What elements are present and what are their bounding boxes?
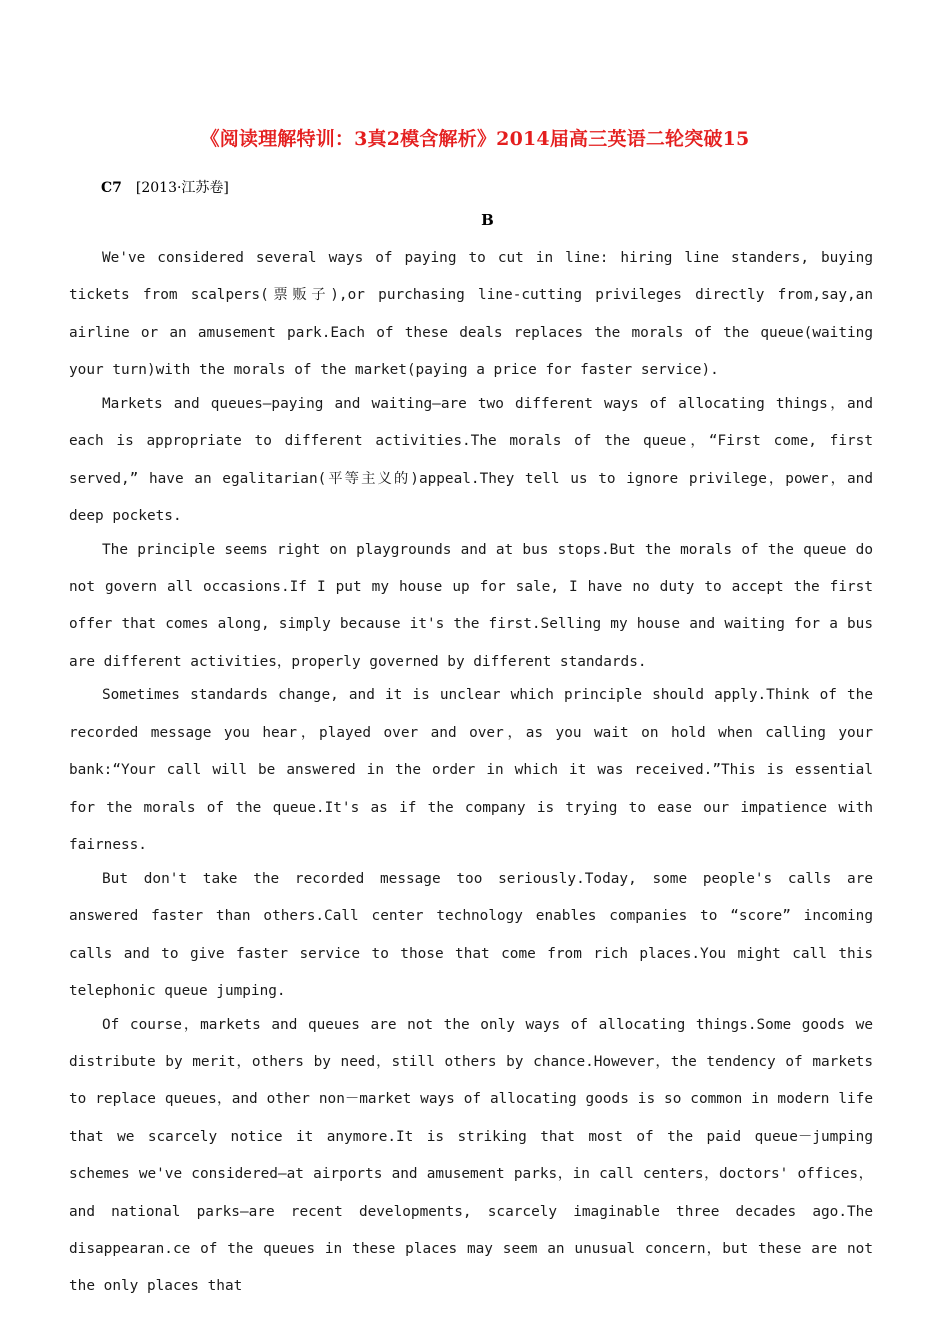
question-number: C7 <box>101 180 122 196</box>
paragraph: We've considered several ways of paying to cut in line: hiring line standers, buying tickets from scalpers(票贩子),or purchasing line-cutting privileges directly from,say,an airline or an amusement park.Each of these deals replaces the morals of the queue(waiting your turn)with the morals of the market(paying a price for faster service). <box>69 250 873 379</box>
exam-source: [2013·江苏卷] <box>135 180 229 196</box>
paragraph: But don't take the recorded message too seriously.Today, some people's calls are answered faster than others.Call center technology enables companies to “score” incoming calls and to give faster service to those that come from rich places.You might call this telephonic queue jumping. <box>69 870 873 999</box>
paragraph: Markets and queues—paying and waiting—are two different ways of allocating things，and each is appropriate to different activities.The morals of the queue，“First come, first served,” have an egalitarian(平等主义的)appeal.They tell us to ignore privilege，power，and deep pockets. <box>69 395 873 525</box>
document-title: 《阅读理解特训：3真2模含解析》2014届高三英语二轮突破15 <box>200 128 750 150</box>
paragraph: Of course，markets and queues are not the only ways of allocating things.Some goods we distribute by merit，others by need，still others by chance.However，the tendency of markets to replace queues，and other non－market ways of allocating goods is so common in modern life that we scarcely notice it anymore.It is striking that most of the paid queue－jumping schemes we've considered—at airports and amusement parks，in call centers，doctors' offices，and national parks—are recent developments, scarcely imaginable three decades ago.The disappearan.ce of the queues in these places may seem an unusual concern，but these are not the only places that <box>69 1016 873 1295</box>
paragraph: Sometimes standards change, and it is unclear which principle should apply.Think of the recorded message you hear，played over and over，as you wait on hold when calling your bank:“Your call will be answered in the order in which it was received.”This is essential for the morals of the queue.It's as if the company is trying to ease our impatience with fairness. <box>69 687 873 854</box>
source-line <box>101 177 229 197</box>
passage-body <box>69 240 873 1302</box>
passage-label: B <box>481 211 494 229</box>
paragraph: The principle seems right on playgrounds and at bus stops.But the morals of the queue do not govern all occasions.If I put my house up for sale, I have no duty to accept the first offer that comes along, simply because it's the first.Selling my house and waiting for a bus are different activities，properly governed by different standards. <box>69 541 873 670</box>
